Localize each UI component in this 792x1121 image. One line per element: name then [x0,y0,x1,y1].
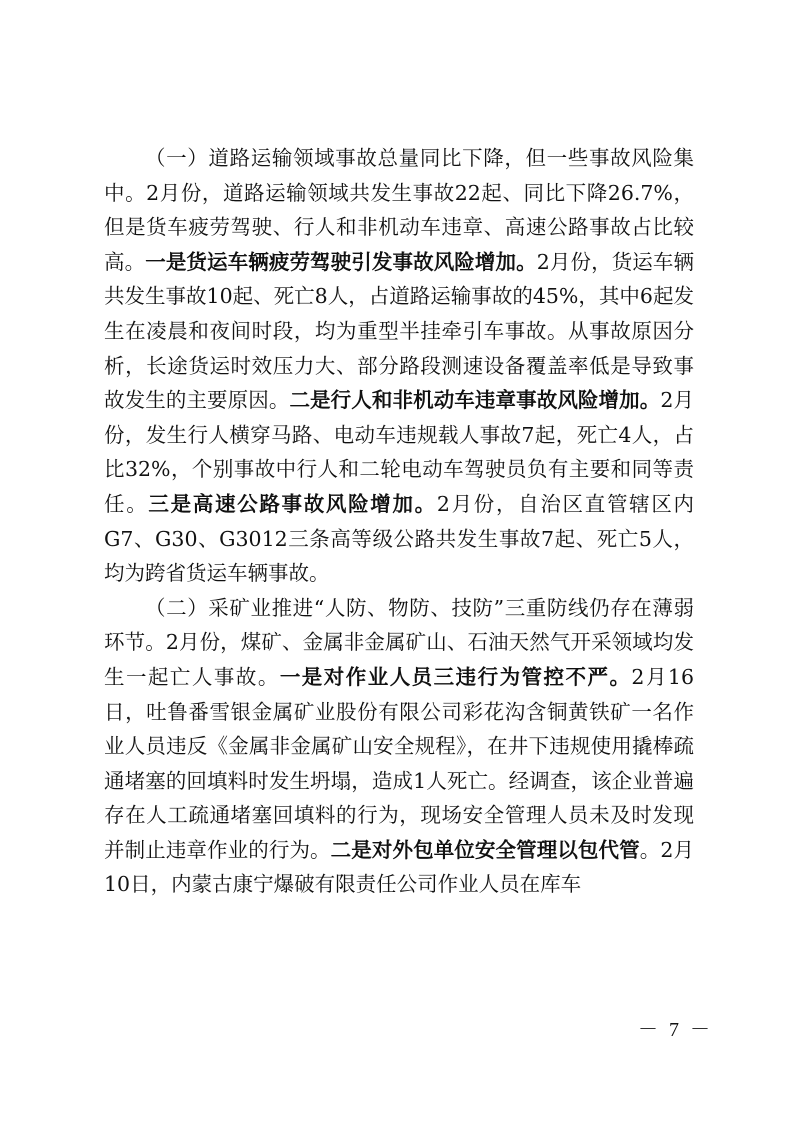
para1-bold-2: 二是行人和非机动车违章事故风险增加。 [289,388,661,413]
para2-text-3: 。2月10日，内蒙古康宁爆破有限责任公司作业人员在库车 [104,837,695,897]
paragraph-mining [104,591,694,902]
paragraph-road-transport [104,141,694,591]
page-number: － 7 － [638,1019,713,1041]
para2-bold-2: 二是对外包单位安全管理以包代管 [330,837,640,862]
para2-text-2: 2月16日，吐鲁番雪银金属矿业股份有限公司彩花沟含铜黄铁矿一名作业人员违反《金属非金属矿山安全规程》，在井下违规使用撬棒疏通堵塞的回填料时发生坍塌，造成1人死亡。经调查，该企业普遍存在人工疏通堵塞回填料的行为，现场安全管理人员未及时发现并制止违章作业的行为。 [104,664,695,862]
para1-text-1: （一）道路运输领域事故总量同比下降，但一些事故风险集中。2月份，道路运输领域共发生事故22起、同比下降26.7%，但是货车疲劳驾驶、行人和非机动车违章、高速公路事故占比较高。 [104,146,694,274]
para1-bold-3: 三是高速公路事故风险增加。 [148,491,437,516]
para1-text-2: 2月份，货运车辆共发生事故10起、死亡8人，占道路运输事故的45%，其中6起发生在凌晨和夜间时段，均为重型半挂牵引车事故。从事故原因分析，长途货运时效压力大、部分路段测速设备覆盖率低是导致事故发生的主要原因。 [104,249,695,413]
para1-text-4: 2月份，自治区直管辖区内G7、G30、G3012三条高等级公路共发生事故7起、死亡5人，均为跨省货运车辆事故。 [104,491,695,586]
document-body [104,141,694,902]
para1-bold-1: 一是货运车辆疲劳驾驶引发事故风险增加。 [145,249,537,274]
para2-bold-1: 一是对作业人员三违行为管控不严。 [279,664,632,689]
para1-text-3: 2月份，发生行人横穿马路、电动车违规载人事故7起，死亡4人，占比32%，个别事故中行人和二轮电动车驾驶员负有主要和同等责任。 [104,388,695,516]
para2-text-1: （二）采矿业推进“人防、物防、技防”三重防线仍存在薄弱环节。2月份，煤矿、金属非金属矿山、石油天然气开采领域均发生一起亡人事故。 [104,595,694,689]
